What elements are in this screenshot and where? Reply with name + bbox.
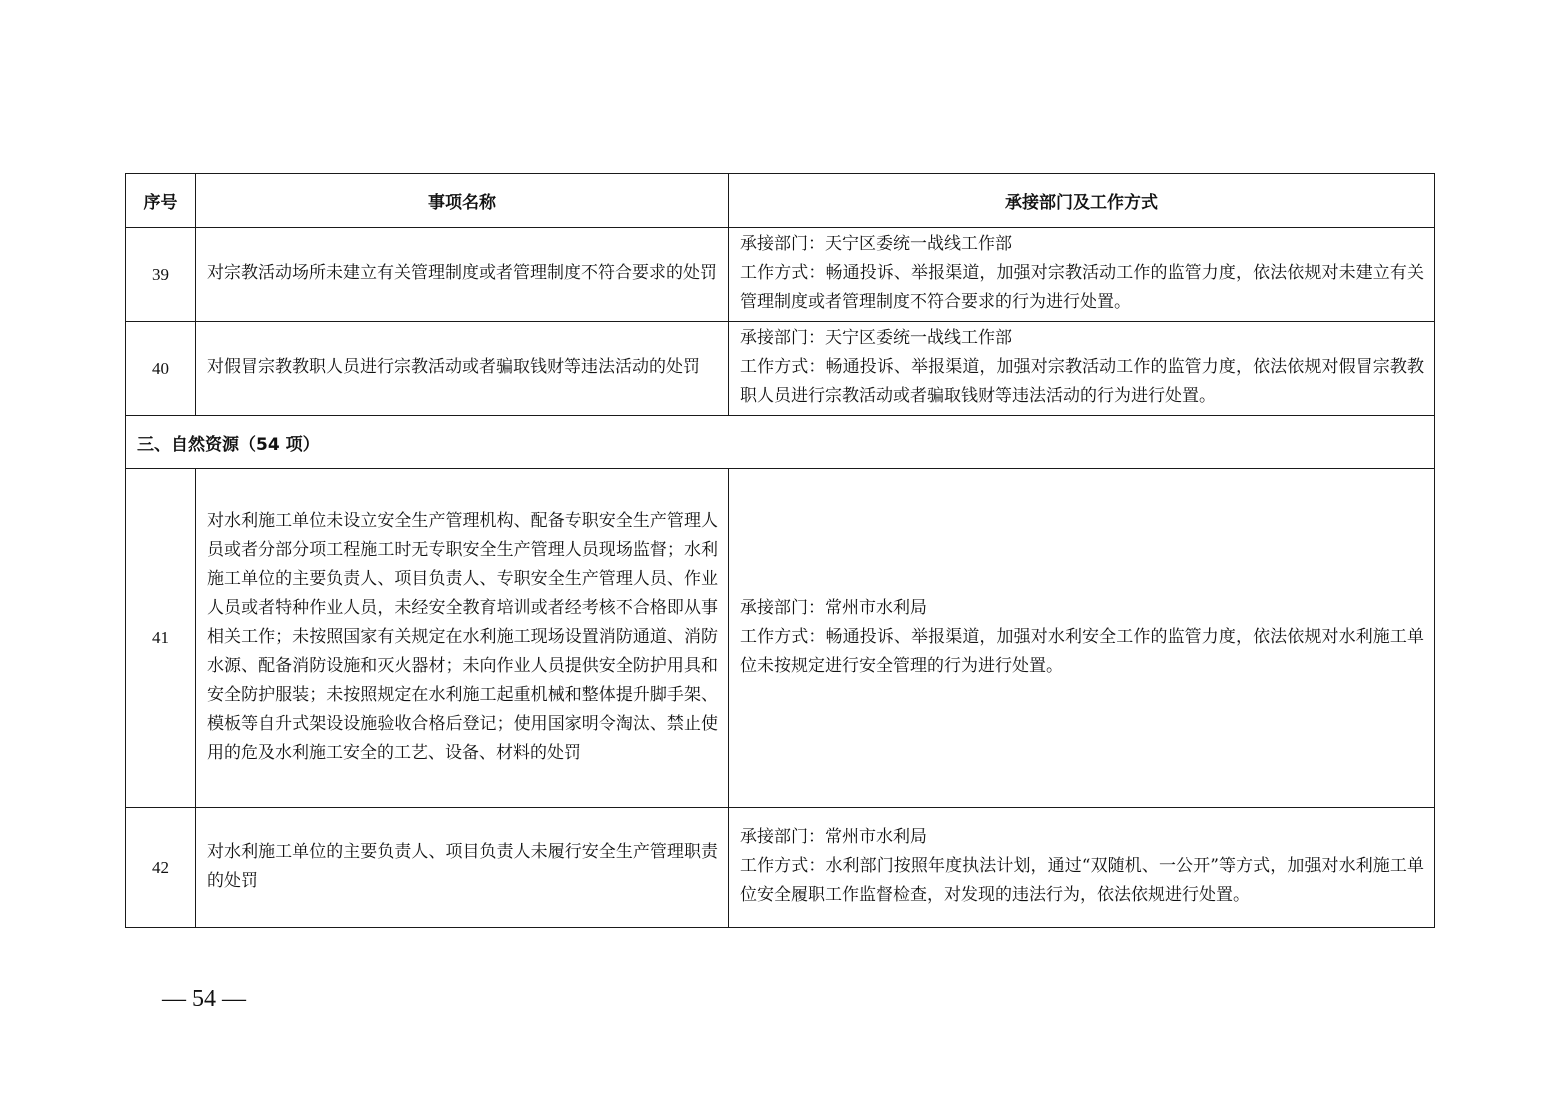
- method-line: 工作方式：畅通投诉、举报渠道，加强对宗教活动工作的监管力度，依法依规对假冒宗教教职人员进行宗教活动或者骗取钱财等违法活动的行为进行处置。: [740, 357, 1424, 406]
- header-name: 事项名称: [196, 174, 729, 228]
- table-row: [126, 228, 1435, 322]
- dept-line: 承接部门：天宁区委统一战线工作部: [740, 234, 1012, 254]
- header-dept: 承接部门及工作方式: [729, 174, 1435, 228]
- table-header-row: [126, 174, 1435, 228]
- header-no: 序号: [126, 174, 196, 228]
- dept-and-method: [729, 469, 1435, 808]
- dept-line: 承接部门：天宁区委统一战线工作部: [740, 328, 1012, 348]
- table-row: [126, 808, 1435, 928]
- dept-line: 承接部门：常州市水利局: [740, 597, 927, 618]
- method-line: 工作方式：畅通投诉、举报渠道，加强对水利安全工作的监管力度，依法依规对水利施工单位未按规定进行安全管理的行为进行处置。: [740, 626, 1424, 676]
- item-name: 对水利施工单位的主要负责人、项目负责人未履行安全生产管理职责的处罚: [196, 808, 729, 928]
- table-row: [126, 322, 1435, 416]
- row-number: 42: [126, 808, 196, 928]
- item-name: 对假冒宗教教职人员进行宗教活动或者骗取钱财等违法活动的处罚: [196, 322, 729, 416]
- row-number: 40: [126, 322, 196, 416]
- items-table: [125, 173, 1435, 928]
- item-name: 对水利施工单位未设立安全生产管理机构、配备专职安全生产管理人员或者分部分项工程施工时无专职安全生产管理人员现场监督；水利施工单位的主要负责人、项目负责人、专职安全生产管理人员、作业人员或者特种作业人员，未经安全教育培训或者经考核不合格即从事相关工作；未按照国家有关规定在水利施工现场设置消防通道、消防水源、配备消防设施和灭火器材；未向作业人员提供安全防护用具和安全防护服装；未按照规定在水利施工起重机械和整体提升脚手架、模板等自升式架设设施验收合格后登记；使用国家明令淘汰、禁止使用的危及水利施工安全的工艺、设备、材料的处罚: [196, 469, 729, 808]
- row-number: 41: [126, 469, 196, 808]
- dept-and-method: [729, 228, 1435, 322]
- section-row: [126, 416, 1435, 469]
- method-line: 工作方式：畅通投诉、举报渠道，加强对宗教活动工作的监管力度，依法依规对未建立有关管理制度或者管理制度不符合要求的行为进行处置。: [740, 263, 1424, 312]
- method-line: 工作方式：水利部门按照年度执法计划，通过“双随机、一公开”等方式，加强对水利施工单位安全履职工作监督检查，对发现的违法行为，依法依规进行处置。: [740, 856, 1424, 905]
- dept-line: 承接部门：常州市水利局: [740, 827, 927, 847]
- table-row: [126, 469, 1435, 808]
- dept-and-method: [729, 322, 1435, 416]
- dept-and-method: [729, 808, 1435, 928]
- item-name: 对宗教活动场所未建立有关管理制度或者管理制度不符合要求的处罚: [196, 228, 729, 322]
- section-title: 三、自然资源（54 项）: [126, 416, 1435, 469]
- row-number: 39: [126, 228, 196, 322]
- page-number: — 54 —: [162, 986, 246, 1012]
